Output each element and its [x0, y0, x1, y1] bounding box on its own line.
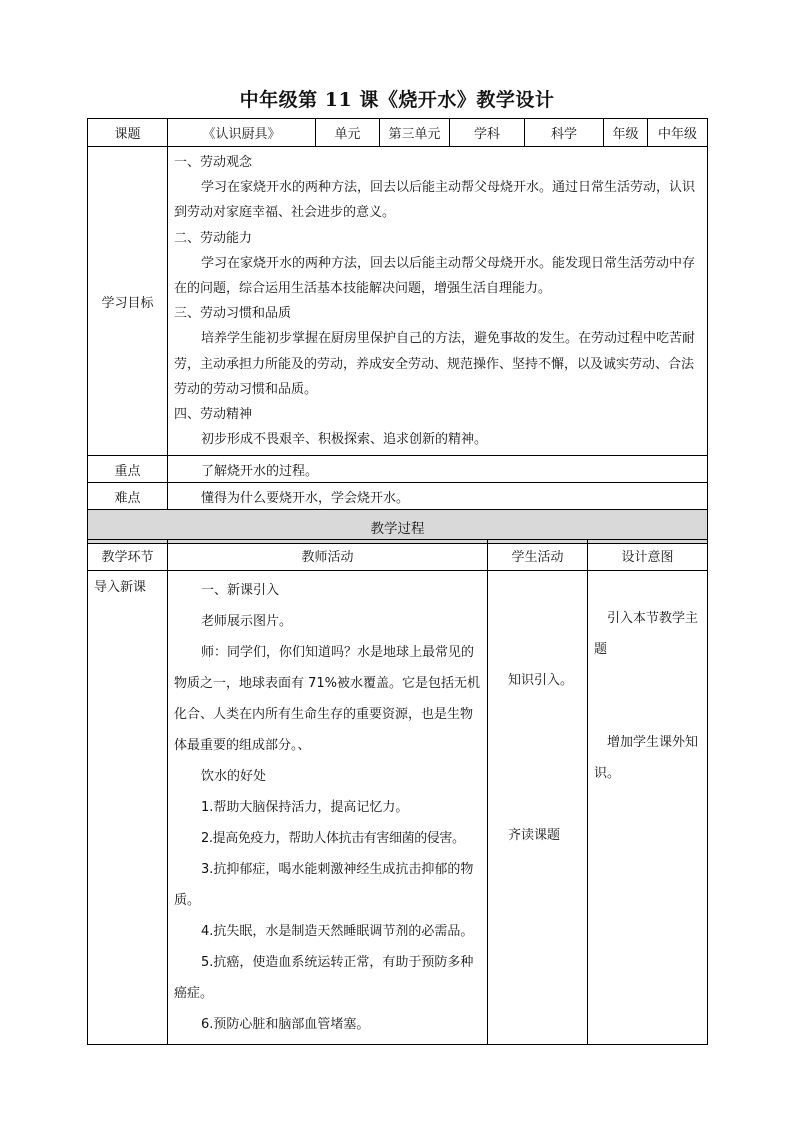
key-point-text: 了解烧开水的过程。 — [168, 456, 708, 483]
info-row — [88, 119, 708, 147]
teacher-line: 1.帮助大脑保持活力，提高记忆力。 — [201, 800, 409, 815]
subject-value: 科学 — [525, 119, 604, 147]
goals-content — [168, 147, 708, 456]
goals-row — [88, 147, 708, 456]
unit-value: 第三单元 — [380, 119, 450, 147]
process-table — [87, 539, 708, 1045]
lesson-info-table — [87, 118, 708, 544]
column-header: 学生活动 — [488, 540, 588, 571]
student-activity — [488, 571, 588, 1045]
subject-label: 学科 — [450, 119, 525, 147]
topic-value: 《认识厨具》 — [168, 119, 316, 147]
stage-cell: 导入新课 — [88, 571, 168, 1045]
teacher-line: 一、新课引入 — [201, 583, 280, 598]
teacher-line: 饮水的好处 — [201, 769, 267, 784]
teacher-activity — [168, 571, 488, 1045]
goal-heading: 四、劳动精神 — [174, 407, 253, 423]
difficulty-text: 懂得为什么要烧开水，学会烧开水。 — [168, 483, 708, 510]
teacher-line: 老师展示图片。 — [201, 614, 293, 629]
student-line: 知识引入。 — [508, 673, 574, 688]
process-header: 教学过程 — [88, 510, 708, 544]
student-line: 齐读课题 — [508, 828, 561, 843]
column-header: 教学环节 — [88, 540, 168, 571]
grade-label: 年级 — [604, 119, 648, 147]
unit-label: 单元 — [316, 119, 380, 147]
goals-label: 学习目标 — [88, 147, 168, 456]
design-line: 增加学生课外知识。 — [594, 735, 699, 781]
column-header: 教师活动 — [168, 540, 488, 571]
goal-text: 初步形成不畏艰辛、积极探索、追求创新的精神。 — [201, 432, 488, 448]
teacher-line: 师：同学们，你们知道吗？水是地球上最常见的物质之一，地球表面有 71%被水覆盖。它是包括无机化合、人类在内所有生命生存的重要资源，也是生物体最重要的组成部分。、 — [174, 645, 481, 753]
goal-text: 学习在家烧开水的两种方法，回去以后能主动帮父母烧开水。能发现日常生活劳动中存在的问题，综合运用生活基本技能解决问题，增强生活自理能力。 — [174, 255, 696, 297]
teacher-line: 2.提高免疫力，帮助人体抗击有害细菌的侵害。 — [201, 831, 465, 846]
process-columns-row — [88, 540, 708, 571]
difficulty-label: 难点 — [88, 483, 168, 510]
key-point-row — [88, 456, 708, 483]
goal-heading: 二、劳动能力 — [174, 230, 253, 246]
teacher-line: 6.预防心脏和脑部血管堵塞。 — [201, 1017, 370, 1032]
teacher-line: 5.抗癌，使造血系统运转正常，有助于预防多种癌症。 — [174, 955, 474, 1001]
topic-label: 课题 — [88, 119, 168, 147]
grade-value: 中年级 — [648, 119, 708, 147]
process-row — [88, 571, 708, 1045]
design-intent — [588, 571, 708, 1045]
goal-heading: 一、劳动观念 — [174, 155, 253, 170]
teacher-line: 3.抗抑郁症，喝水能刺激神经生成抗击抑郁的物质。 — [174, 862, 474, 908]
goal-text: 培养学生能初步掌握在厨房里保护自己的方法，避免事故的发生。在劳动过程中吃苦耐劳，主动承担力所能及的劳动，养成安全劳动、规范操作、坚持不懈，以及诚实劳动、合法劳动的劳动习惯和品质。 — [174, 331, 696, 397]
difficulty-row — [88, 483, 708, 510]
key-point-label: 重点 — [88, 456, 168, 483]
goal-heading: 三、劳动习惯和品质 — [174, 306, 292, 322]
column-header: 设计意图 — [588, 540, 708, 571]
document-title: 中年级第 11 课《烧开水》教学设计 — [239, 89, 555, 111]
teacher-line: 4.抗失眠，水是制造天然睡眠调节剂的必需品。 — [201, 924, 474, 939]
design-line: 引入本节教学主题 — [594, 611, 699, 657]
goal-text: 学习在家烧开水的两种方法，回去以后能主动帮父母烧开水。通过日常生活劳动，认识到劳动对家庭幸福、社会进步的意义。 — [174, 180, 696, 221]
